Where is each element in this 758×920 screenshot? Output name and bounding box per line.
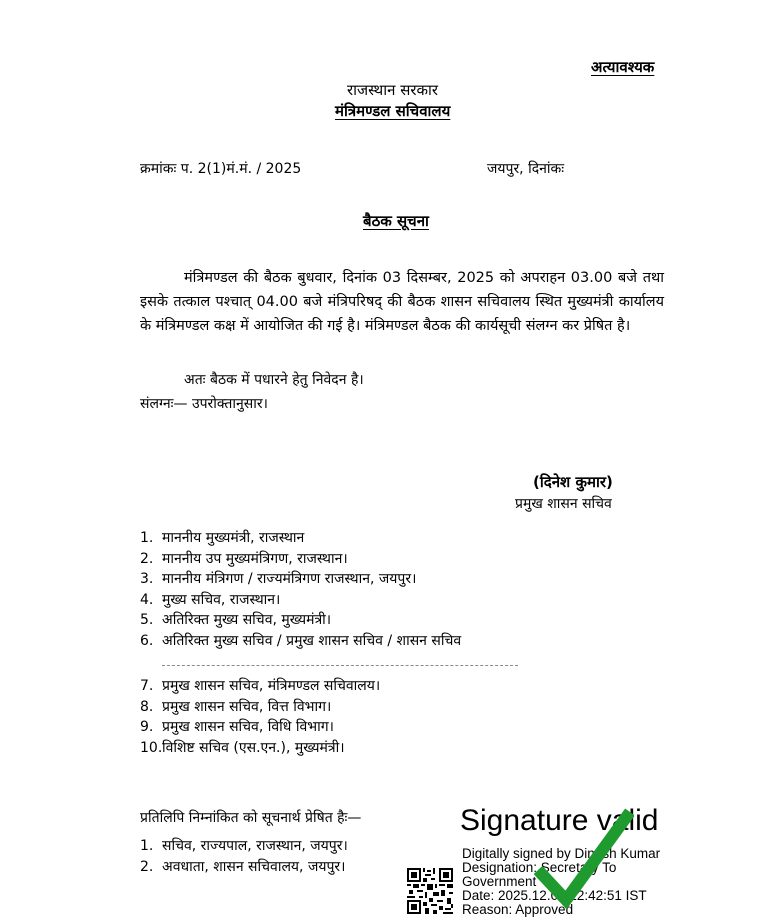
- urgent-label: अत्यावश्यक: [591, 58, 655, 76]
- list-number: 5.: [140, 612, 154, 628]
- request-line: अतः बैठक में पधारने हेतु निवेदन है।: [184, 372, 364, 388]
- copy-heading: प्रतिलिपि निम्नांकित को सूचनार्थ प्रेषित हैः—: [140, 810, 362, 826]
- list-number: 7.: [140, 678, 154, 694]
- list-item: [140, 569, 461, 590]
- dashed-divider: [162, 665, 518, 666]
- signature-line-date: Date: 2025.12.02 12:42:51 IST: [462, 888, 647, 903]
- list-text: प्रमुख शासन सचिव, वित्त विभाग।: [162, 698, 332, 715]
- list-number: 10.: [140, 739, 163, 756]
- list-item: [140, 631, 461, 652]
- list-item: [140, 857, 348, 878]
- qr-code-icon: [407, 868, 453, 914]
- list-text: माननीय उप मुख्यमंत्रिगण, राजस्थान।: [162, 550, 348, 567]
- recipient-list-secondary: [140, 676, 380, 758]
- signature-line-designation: Designation: Secretary To: [462, 860, 617, 875]
- list-number: 8.: [140, 698, 154, 715]
- list-number: 9.: [140, 719, 154, 735]
- list-item: [140, 717, 380, 738]
- signature-line-government: Government: [462, 874, 537, 889]
- list-text: अतिरिक्त मुख्य सचिव, मुख्यमंत्री।: [162, 612, 332, 628]
- list-number: 6.: [140, 632, 154, 649]
- checkmark-icon: [534, 808, 634, 918]
- list-item: [140, 836, 348, 857]
- enclosure-line: संलग्नः— उपरोक्तानुसार।: [140, 396, 268, 412]
- subject-title: बैठक सूचना: [363, 212, 429, 230]
- reference-number: क्रमांकः प. 2(1)मं.मं. / 2025: [140, 161, 302, 177]
- list-text: माननीय मुख्यमंत्री, राजस्थान: [162, 530, 305, 546]
- list-number: 2.: [140, 550, 154, 567]
- body-paragraph: मंत्रिमण्डल की बैठक बुधवार, दिनांक 03 दिसम्बर, 2025 को अपराहन 03.00 बजे तथा इसके तत्काल पश्चात् 04.00 बजे मंत्रिपरिषद् की बैठक शासन सचिवालय स्थित मुख्यमंत्री कार्यालय के मंत्रिमण्डल कक्ष में आयोजित की गई है। मंत्रिमण्डल बैठक की कार्यसूची संलग्न कर प्रेषित है।: [140, 270, 664, 334]
- government-name: राजस्थान सरकार: [347, 81, 439, 99]
- signature-line-signed-by: Digitally signed by Dinesh Kumar: [462, 846, 661, 861]
- copy-list: [140, 836, 348, 877]
- recipient-list: [140, 528, 461, 651]
- signatory-name: (दिनेश कुमार): [533, 473, 613, 491]
- list-number: 4.: [140, 591, 154, 608]
- signature-line-reason: Reason: Approved: [462, 902, 574, 917]
- list-number: 1.: [140, 530, 154, 546]
- list-item: [140, 549, 461, 570]
- list-text: अतिरिक्त मुख्य सचिव / प्रमुख शासन सचिव / शासन सचिव: [162, 632, 462, 649]
- place-date: जयपुर, दिनांकः: [487, 161, 565, 177]
- department-name: मंत्रिमण्डल सचिवालय: [335, 102, 451, 120]
- signatory-designation: प्रमुख शासन सचिव: [515, 496, 612, 512]
- list-text: प्रमुख शासन सचिव, विधि विभाग।: [162, 719, 334, 735]
- signature-valid-title: Signature valid: [460, 804, 659, 837]
- list-text: सचिव, राज्यपाल, राजस्थान, जयपुर।: [162, 838, 348, 854]
- list-text: मुख्य सचिव, राजस्थान।: [162, 591, 281, 608]
- list-item: [140, 676, 380, 697]
- list-text: अवधाता, शासन सचिवालय, जयपुर।: [162, 858, 346, 875]
- list-text: प्रमुख शासन सचिव, मंत्रिमण्डल सचिवालय।: [162, 678, 381, 694]
- list-number: 3.: [140, 571, 154, 587]
- list-text: विशिष्ट सचिव (एस.एन.), मुख्यमंत्री।: [162, 739, 345, 756]
- list-item: [140, 528, 461, 549]
- list-number: 1.: [140, 838, 154, 854]
- list-number: 2.: [140, 858, 154, 875]
- list-text: माननीय मंत्रिगण / राज्यमंत्रिगण राजस्थान, जयपुर।: [162, 571, 417, 587]
- list-item: [140, 697, 380, 718]
- list-item: [140, 738, 380, 759]
- list-item: [140, 590, 461, 611]
- list-item: [140, 610, 461, 631]
